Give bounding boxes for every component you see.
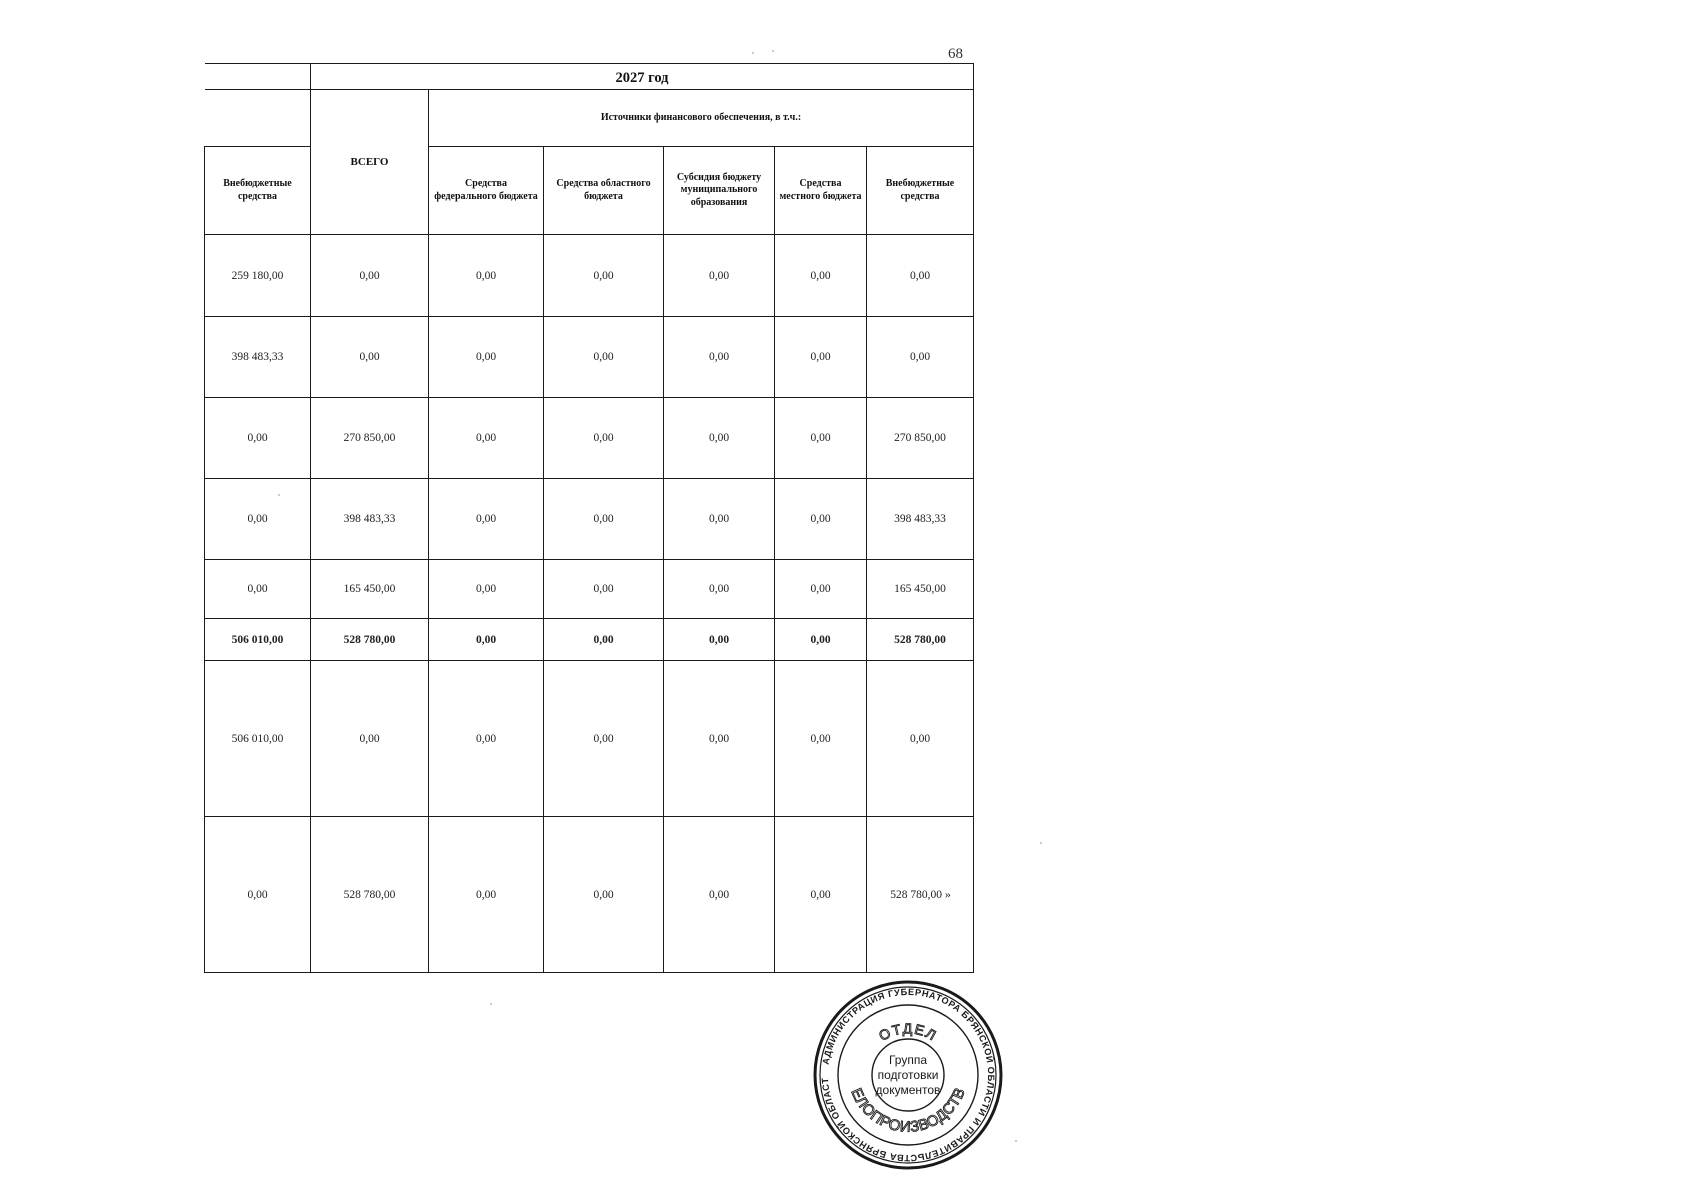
cell: 0,00 bbox=[205, 560, 311, 619]
cell: 0,00 bbox=[429, 317, 544, 398]
cell: 0,00 bbox=[429, 817, 544, 973]
cell: 0,00 bbox=[775, 317, 867, 398]
cell: 0,00 bbox=[664, 560, 775, 619]
cell: 506 010,00 bbox=[205, 619, 311, 661]
cell-value: 528 780,00 bbox=[890, 889, 942, 901]
cell: 0,00 bbox=[775, 661, 867, 817]
cell: 0,00 bbox=[429, 235, 544, 317]
cell: 0,00 bbox=[429, 560, 544, 619]
stamp-arc-top: ОТДЕЛ bbox=[876, 1020, 940, 1044]
cell: 0,00 bbox=[775, 398, 867, 479]
cell: 0,00 bbox=[544, 317, 664, 398]
cell: 0,00 bbox=[775, 235, 867, 317]
cell: 528 780,00 bbox=[311, 619, 429, 661]
stamp-ring-text: АДМИНИСТРАЦИЯ ГУБЕРНАТОРА БРЯНСКОЙ ОБЛАСТИ И ПРАВИТЕЛЬСТВА БРЯНСКОЙ ОБЛАСТ bbox=[819, 986, 997, 1164]
cell: 0,00 bbox=[429, 661, 544, 817]
table-row bbox=[205, 317, 974, 398]
scan-speck bbox=[278, 494, 280, 496]
cell: 0,00 bbox=[544, 661, 664, 817]
cell: 0,00 bbox=[544, 560, 664, 619]
table-row bbox=[205, 235, 974, 317]
stamp-center-text bbox=[812, 979, 1004, 1171]
cell: 0,00 bbox=[311, 661, 429, 817]
cell: 0,00 bbox=[775, 560, 867, 619]
cell: 0,00 bbox=[664, 479, 775, 560]
cell: 398 483,33 bbox=[311, 479, 429, 560]
cell: 165 450,00 bbox=[867, 560, 974, 619]
cell: 0,00 bbox=[205, 398, 311, 479]
cell: 0,00 bbox=[775, 479, 867, 560]
page-number: 68 bbox=[948, 46, 963, 62]
total-header: ВСЕГО bbox=[311, 90, 429, 235]
cell bbox=[867, 817, 974, 973]
table-row-total bbox=[205, 619, 974, 661]
table-row bbox=[205, 661, 974, 817]
cell: 0,00 bbox=[311, 317, 429, 398]
cell: 0,00 bbox=[664, 317, 775, 398]
year-header: 2027 год bbox=[311, 64, 974, 90]
cell: 0,00 bbox=[775, 619, 867, 661]
cell: 0,00 bbox=[544, 398, 664, 479]
cell: 0,00 bbox=[867, 661, 974, 817]
header-row-sources bbox=[205, 90, 974, 147]
table-row bbox=[205, 398, 974, 479]
scan-speck bbox=[752, 52, 754, 54]
stamp-line-2: подготовки bbox=[877, 1067, 939, 1082]
cell: 0,00 bbox=[205, 479, 311, 560]
scan-speck bbox=[490, 1003, 492, 1005]
cell: 0,00 bbox=[664, 235, 775, 317]
cell: 270 850,00 bbox=[867, 398, 974, 479]
cell: 0,00 bbox=[311, 235, 429, 317]
cell: 0,00 bbox=[429, 479, 544, 560]
cell: 0,00 bbox=[544, 619, 664, 661]
table-row bbox=[205, 817, 974, 973]
column-header-offbudget: Внебюджетные средства bbox=[867, 147, 974, 235]
cell: 0,00 bbox=[664, 661, 775, 817]
cell: 270 850,00 bbox=[311, 398, 429, 479]
column-header-local: Средства местного бюджета bbox=[775, 147, 867, 235]
cell: 165 450,00 bbox=[311, 560, 429, 619]
cell: 259 180,00 bbox=[205, 235, 311, 317]
cell: 506 010,00 bbox=[205, 661, 311, 817]
cell: 398 483,33 bbox=[205, 317, 311, 398]
left-offbudget-header: Внебюджетные средства bbox=[205, 147, 311, 235]
column-header-federal: Средства федерального бюджета bbox=[429, 147, 544, 235]
stamp-arc-bottom: ЕЛОПРОИЗВОДСТВ bbox=[847, 1085, 969, 1136]
cell: 398 483,33 bbox=[867, 479, 974, 560]
scan-speck bbox=[1015, 1140, 1017, 1142]
cell: 528 780,00 bbox=[311, 817, 429, 973]
cell: 0,00 bbox=[429, 398, 544, 479]
header-row-year bbox=[205, 64, 974, 90]
cell: 0,00 bbox=[544, 235, 664, 317]
scan-speck bbox=[1040, 842, 1042, 844]
table-row bbox=[205, 560, 974, 619]
cell: 0,00 bbox=[205, 817, 311, 973]
cell: 0,00 bbox=[664, 619, 775, 661]
stamp-line-1: Группа bbox=[888, 1052, 928, 1067]
budget-table bbox=[204, 63, 974, 973]
stamp-line-3: документов bbox=[875, 1082, 941, 1097]
sources-header: Источники финансового обеспечения, в т.ч.: bbox=[429, 90, 974, 147]
column-header-regional: Средства областного бюджета bbox=[544, 147, 664, 235]
scan-speck bbox=[772, 50, 774, 52]
closing-quote-mark: » bbox=[944, 887, 950, 901]
table-row bbox=[205, 479, 974, 560]
cell: 0,00 bbox=[544, 817, 664, 973]
cell: 0,00 bbox=[867, 235, 974, 317]
cell: 0,00 bbox=[544, 479, 664, 560]
official-stamp bbox=[812, 979, 1004, 1171]
column-header-subsidy: Субсидия бюджету муниципального образования bbox=[664, 147, 775, 235]
cell: 0,00 bbox=[867, 317, 974, 398]
cell: 0,00 bbox=[429, 619, 544, 661]
cell: 0,00 bbox=[664, 398, 775, 479]
cell: 0,00 bbox=[664, 817, 775, 973]
cell: 0,00 bbox=[775, 817, 867, 973]
cell: 528 780,00 bbox=[867, 619, 974, 661]
